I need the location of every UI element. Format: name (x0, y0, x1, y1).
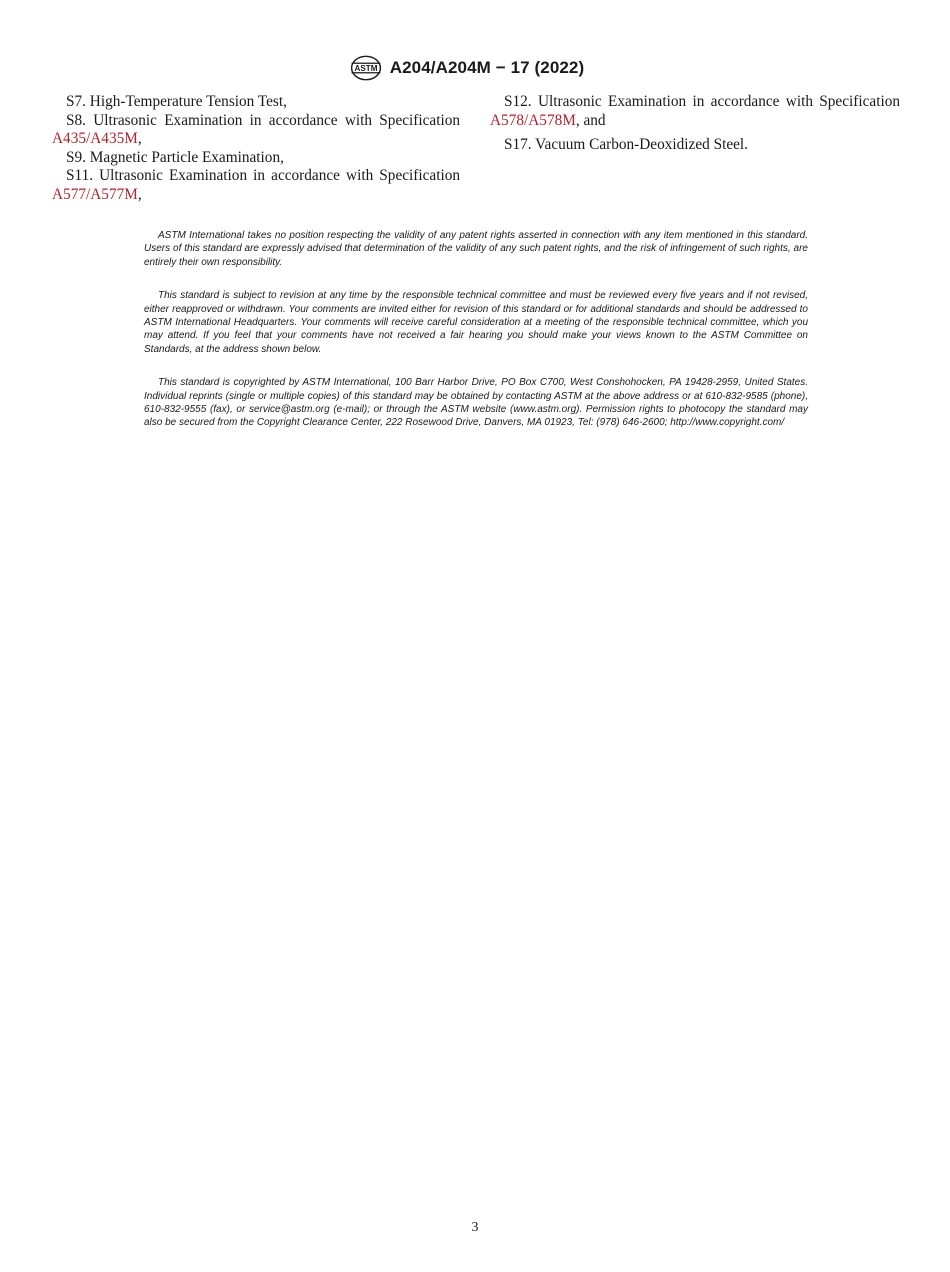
spec-link-a578[interactable]: A578/A578M (490, 111, 576, 129)
copyright-notice: This standard is copyrighted by ASTM International, 100 Barr Harbor Drive, PO Box C700, West Conshohocken, PA 19428-2959, United States. Individual reprints (single or multiple copies) of this standard may be obtained by contacting ASTM at the above address or at 610-832-9585 (phone), 610-832-9555 (fax), or service@astm.org (e-mail); or through the ASTM website (www.astm.org). Permission rights to photocopy the standard may also be secured from the Copyright Clearance Center, 222 Rosewood Drive, Danvers, MA 01923, Tel: (978) 646-2600; http://www.copyright.com/ (144, 377, 808, 429)
page-header (0, 52, 950, 84)
logo-text: ASTM (354, 64, 378, 74)
right-column (490, 93, 900, 155)
requirement-item: S8. Ultrasonic Examination in accordance with Specification A435/A435M, (52, 111, 460, 148)
requirement-item: S9. Magnetic Particle Examination, (66, 148, 284, 166)
requirement-item: S17. Vacuum Carbon-Deoxidized Steel. (504, 136, 748, 154)
requirement-item: S11. Ultrasonic Examination in accordance with Specification A577/A577M, (52, 167, 460, 203)
astm-logo-icon (348, 53, 384, 83)
revision-notice: This standard is subject to revision at any time by the responsible technical committee and must be reviewed every five years and if not revised, either reapproved or withdrawn. Your comments are invited either for revision of this standard or for additional standards and should be addressed to ASTM International Headquarters. Your comments will receive careful consideration at a meeting of the responsible technical committee, which you may attend. If you feel that your comments have not received a fair hearing you should make your views known to the ASTM Committee on Standards, at the address shown below. (144, 290, 808, 355)
requirement-item: S12. Ultrasonic Examination in accordance with Specification A578/A578M, and (490, 93, 900, 129)
document-title: A204/A204M − 17 (2022) (389, 58, 585, 77)
spec-link-a577[interactable]: A577/A577M (52, 185, 138, 203)
spec-link-a435[interactable]: A435/A435M (52, 130, 138, 148)
legal-notices (144, 229, 808, 450)
page-number: 3 (471, 1220, 479, 1235)
left-column (52, 93, 460, 205)
requirement-item: S7. High-Temperature Tension Test, (66, 93, 287, 110)
patent-notice: ASTM International takes no position respecting the validity of any patent rights asserted in connection with any item mentioned in this standard. Users of this standard are expressly advised that determination of the validity of any such patent rights, and the risk of infringement of such rights, are entirely their own responsibility. (144, 230, 808, 268)
